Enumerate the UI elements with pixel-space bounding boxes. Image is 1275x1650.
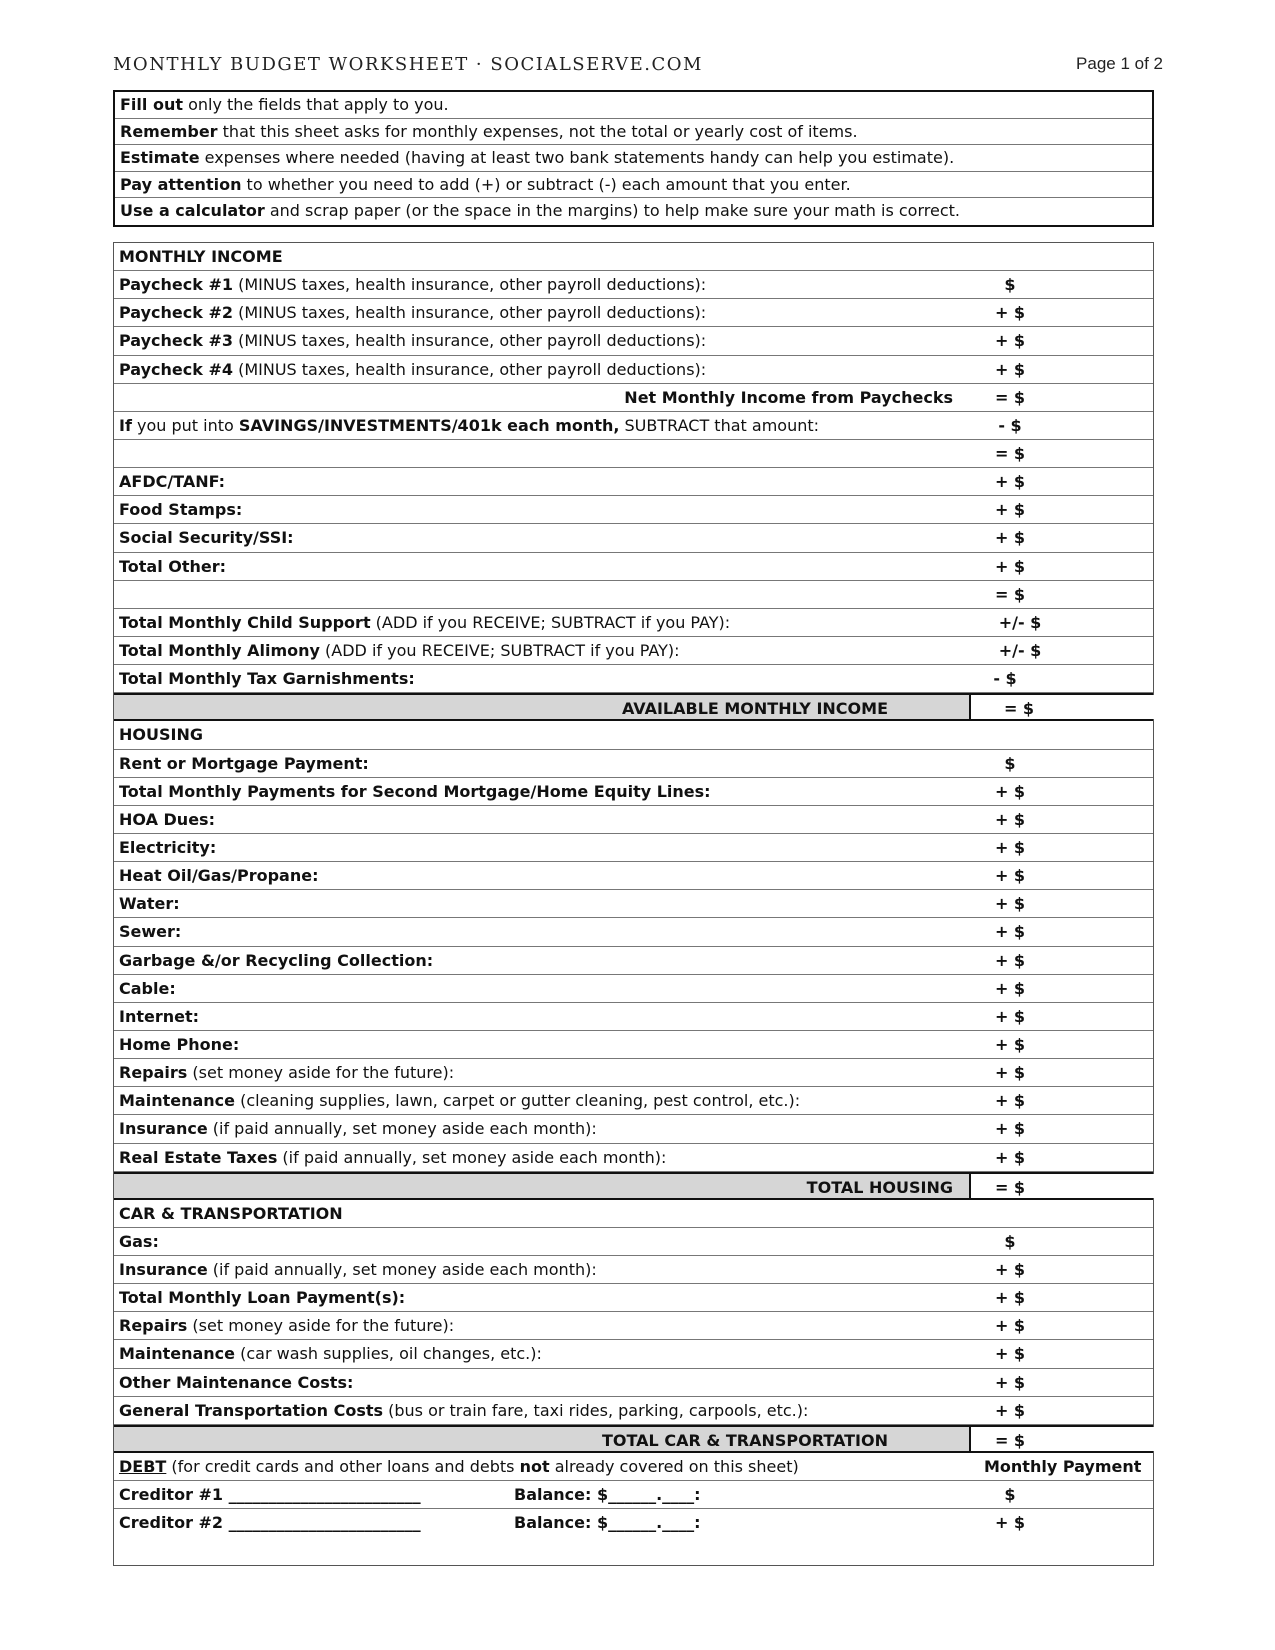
child-support-row[interactable] bbox=[114, 609, 1153, 637]
amount-sign-text: = $ bbox=[994, 1430, 1026, 1450]
general-transportation-row[interactable] bbox=[114, 1397, 1153, 1425]
creditor1-text: Creditor #1 ________________________ bbox=[119, 1485, 421, 1505]
amount-sign-text: + $ bbox=[994, 528, 1026, 548]
food-stamps-row[interactable] bbox=[114, 496, 1153, 524]
amount-sign-text: = $ bbox=[994, 443, 1026, 463]
other-text: Total Other: bbox=[119, 556, 227, 576]
maint-text-text: (car wash supplies, oil changes, etc.): bbox=[235, 1344, 542, 1364]
amount-sign-text: + $ bbox=[994, 1513, 1026, 1533]
amount-sign-text: + $ bbox=[994, 1400, 1026, 1420]
amount-sign-text: + $ bbox=[994, 781, 1026, 801]
savings-bold2-text: SAVINGS/INVESTMENTS/401k each month, bbox=[238, 415, 620, 435]
text-text: that this sheet asks for monthly expenses, not the total or yearly cost of items. bbox=[217, 121, 858, 141]
car-insurance-row[interactable] bbox=[114, 1256, 1153, 1284]
total-car-row[interactable] bbox=[114, 1425, 1153, 1453]
debt-section-heading bbox=[114, 1453, 1153, 1481]
second-text: Total Monthly Payments for Second Mortgage/Home Equity Lines: bbox=[119, 781, 711, 801]
amount-sign-text: $ bbox=[1004, 1485, 1016, 1505]
cable-text: Cable: bbox=[119, 978, 176, 998]
page-header bbox=[113, 54, 1163, 84]
amount-sign-text: + $ bbox=[994, 303, 1026, 323]
amount-sign-text: + $ bbox=[994, 837, 1026, 857]
amount-sign-text: + $ bbox=[994, 500, 1026, 520]
paycheck2-bold-text: Paycheck #2 bbox=[119, 303, 233, 323]
amount-sign-text: +/- $ bbox=[998, 612, 1042, 632]
electricity-row[interactable] bbox=[114, 834, 1153, 862]
electricity-text: Electricity: bbox=[119, 837, 217, 857]
garbage-text: Garbage &/or Recycling Collection: bbox=[119, 950, 434, 970]
sewer-text: Sewer: bbox=[119, 922, 182, 942]
ins-bold-text: Insurance bbox=[119, 1119, 208, 1139]
amount-sign-text: + $ bbox=[994, 809, 1026, 829]
amount-sign-text: + $ bbox=[994, 1091, 1026, 1111]
rent-row[interactable] bbox=[114, 750, 1153, 778]
car-loan-row[interactable] bbox=[114, 1284, 1153, 1312]
paycheck3-bold-text: Paycheck #3 bbox=[119, 331, 233, 351]
instruction-row bbox=[115, 172, 1152, 199]
income-subtotal-row[interactable] bbox=[114, 440, 1153, 468]
text-text: to whether you need to add (+) or subtract (-) each amount that you enter. bbox=[241, 174, 851, 194]
paycheck1-text-text: (MINUS taxes, health insurance, other payroll deductions): bbox=[233, 275, 707, 295]
creditor-2-row[interactable] bbox=[114, 1509, 1153, 1537]
second-mortgage-row[interactable] bbox=[114, 778, 1153, 806]
paycheck4-bold-text: Paycheck #4 bbox=[119, 359, 233, 379]
text-text: only the fields that apply to you. bbox=[182, 95, 449, 114]
amount-sign-text: + $ bbox=[994, 1288, 1026, 1308]
alimony-bold-text: Total Monthly Alimony bbox=[119, 640, 320, 660]
tax-text-text: (if paid annually, set money aside each month): bbox=[277, 1147, 667, 1167]
maint-text-text: (cleaning supplies, lawn, carpet or gutter cleaning, pest control, etc.): bbox=[235, 1091, 801, 1111]
heat-row[interactable] bbox=[114, 862, 1153, 890]
housing-insurance-row[interactable] bbox=[114, 1115, 1153, 1143]
paycheck-2-row[interactable] bbox=[114, 299, 1153, 327]
amount-sign-text: + $ bbox=[994, 1260, 1026, 1280]
car-section-heading bbox=[114, 1200, 1153, 1228]
paycheck-1-row[interactable] bbox=[114, 271, 1153, 299]
water-text: Water: bbox=[119, 894, 180, 914]
savings-bold1-text: If bbox=[119, 415, 132, 435]
general-text-text: (bus or train fare, taxi rides, parking, carpools, etc.): bbox=[383, 1400, 809, 1420]
creditor2-balance-text: Balance: $______.____: bbox=[514, 1513, 701, 1533]
creditor1-balance-text: Balance: $______.____: bbox=[514, 1485, 701, 1505]
paycheck2-text-text: (MINUS taxes, health insurance, other payroll deductions): bbox=[233, 303, 707, 323]
heading-text1-text: (for credit cards and other loans and debts bbox=[166, 1457, 520, 1477]
amount-sign-text: + $ bbox=[994, 359, 1026, 379]
internet-text: Internet: bbox=[119, 1006, 200, 1026]
net-income-row[interactable] bbox=[114, 384, 1153, 412]
child-bold-text: Total Monthly Child Support bbox=[119, 612, 371, 632]
instruction-row bbox=[115, 119, 1152, 146]
heading-text: DEBT bbox=[119, 1457, 167, 1477]
worksheet-title: MONTHLY BUDGET WORKSHEET · SOCIALSERVE.COM bbox=[113, 54, 703, 75]
bold-text: Fill out bbox=[120, 95, 183, 114]
repairs-bold-text: Repairs bbox=[119, 1316, 188, 1336]
text-text: and scrap paper (or the space in the margins) to help make sure your math is correct. bbox=[264, 201, 960, 221]
social-security-row[interactable] bbox=[114, 524, 1153, 552]
paycheck4-text-text: (MINUS taxes, health insurance, other payroll deductions): bbox=[233, 359, 707, 379]
amount-sign-text: + $ bbox=[994, 950, 1026, 970]
amount-sign-text: = $ bbox=[1003, 699, 1035, 719]
amount-sign-text: + $ bbox=[994, 472, 1026, 492]
amount-sign-text: $ bbox=[1004, 753, 1016, 773]
creditor-1-row[interactable] bbox=[114, 1481, 1153, 1509]
heat-text: Heat Oil/Gas/Propane: bbox=[119, 866, 319, 886]
savings-text1-text: you put into bbox=[131, 415, 239, 435]
instruction-row bbox=[115, 92, 1152, 119]
total-other-row[interactable] bbox=[114, 553, 1153, 581]
car-maintenance-row[interactable] bbox=[114, 1340, 1153, 1368]
garnish-text: Total Monthly Tax Garnishments: bbox=[119, 669, 415, 689]
income-section-heading bbox=[114, 243, 1153, 271]
internet-row[interactable] bbox=[114, 1003, 1153, 1031]
tax-bold-text: Real Estate Taxes bbox=[119, 1147, 278, 1167]
amount-sign-text: + $ bbox=[994, 1063, 1026, 1083]
bold-text: Pay attention bbox=[120, 174, 242, 194]
amount-sign-text: + $ bbox=[994, 922, 1026, 942]
housing-section-heading bbox=[114, 721, 1153, 749]
amount-sign-text: + $ bbox=[994, 331, 1026, 351]
heading-text: HOUSING bbox=[119, 725, 203, 745]
amount-sign-text: + $ bbox=[994, 1316, 1026, 1336]
bold-text: Remember bbox=[120, 121, 218, 141]
ins-bold-text: Insurance bbox=[119, 1260, 208, 1280]
housing-repairs-row[interactable] bbox=[114, 1059, 1153, 1087]
repairs-bold-text: Repairs bbox=[119, 1063, 188, 1083]
sewer-row[interactable] bbox=[114, 918, 1153, 946]
page-number: Page 1 of 2 bbox=[1076, 54, 1163, 73]
water-row[interactable] bbox=[114, 890, 1153, 918]
amount-sign-text: + $ bbox=[994, 1344, 1026, 1364]
afdc-row[interactable] bbox=[114, 468, 1153, 496]
total-label-text: TOTAL CAR & TRANSPORTATION bbox=[601, 1430, 888, 1450]
amount-sign-text: + $ bbox=[994, 894, 1026, 914]
hoa-text: HOA Dues: bbox=[119, 809, 215, 829]
amount-sign-text: + $ bbox=[994, 1006, 1026, 1026]
amount-sign-text: + $ bbox=[994, 978, 1026, 998]
food-text: Food Stamps: bbox=[119, 500, 243, 520]
repairs-text-text: (set money aside for the future): bbox=[187, 1316, 455, 1336]
heading-text: MONTHLY INCOME bbox=[119, 247, 283, 266]
income-subtotal-row[interactable] bbox=[114, 581, 1153, 609]
amount-sign-text: + $ bbox=[994, 1147, 1026, 1167]
loan-text: Total Monthly Loan Payment(s): bbox=[119, 1288, 406, 1308]
car-repairs-row[interactable] bbox=[114, 1312, 1153, 1340]
tax-garnishments-row[interactable] bbox=[114, 665, 1153, 693]
total-housing-row[interactable] bbox=[114, 1172, 1153, 1200]
amount-sign-text: $ bbox=[1004, 275, 1016, 295]
amount-sign-text: + $ bbox=[994, 1034, 1026, 1054]
heading-text2-text: already covered on this sheet) bbox=[549, 1457, 799, 1477]
amount-sign-text: = $ bbox=[994, 584, 1026, 604]
phone-text: Home Phone: bbox=[119, 1034, 240, 1054]
paycheck-3-row[interactable] bbox=[114, 327, 1153, 355]
available-label-text: AVAILABLE MONTHLY INCOME bbox=[621, 699, 888, 719]
heading-text: CAR & TRANSPORTATION bbox=[119, 1203, 343, 1223]
maint-bold-text: Maintenance bbox=[119, 1091, 236, 1111]
garbage-row[interactable] bbox=[114, 947, 1153, 975]
home-phone-row[interactable] bbox=[114, 1031, 1153, 1059]
text-text: expenses where needed (having at least two bank statements handy can help you estimate). bbox=[199, 148, 955, 168]
amount-sign-text: + $ bbox=[994, 1372, 1026, 1392]
rent-text: Rent or Mortgage Payment: bbox=[119, 753, 369, 773]
general-bold-text: General Transportation Costs bbox=[119, 1400, 384, 1420]
heading-bold-text: not bbox=[519, 1457, 550, 1477]
amount-sign-text: - $ bbox=[993, 669, 1017, 689]
afdc-text: AFDC/TANF: bbox=[119, 472, 226, 492]
real-estate-taxes-row[interactable] bbox=[114, 1144, 1153, 1172]
repairs-text-text: (set money aside for the future): bbox=[187, 1063, 455, 1083]
gas-row[interactable] bbox=[114, 1228, 1153, 1256]
amount-sign-text: $ bbox=[1004, 1231, 1016, 1251]
net-label-text: Net Monthly Income from Paychecks bbox=[624, 387, 953, 407]
amount-sign-text: - $ bbox=[998, 415, 1022, 435]
available-income-row[interactable] bbox=[114, 693, 1153, 721]
cable-row[interactable] bbox=[114, 975, 1153, 1003]
bold-text: Use a calculator bbox=[120, 201, 265, 221]
bold-text: Estimate bbox=[120, 148, 200, 168]
alimony-text-text: (ADD if you RECEIVE; SUBTRACT if you PAY): bbox=[319, 640, 680, 660]
instruction-row bbox=[115, 198, 1152, 225]
instruction-row bbox=[115, 145, 1152, 172]
savings-text2-text: SUBTRACT that amount: bbox=[619, 415, 820, 435]
housing-maintenance-row[interactable] bbox=[114, 1087, 1153, 1115]
paycheck-4-row[interactable] bbox=[114, 356, 1153, 384]
alimony-row[interactable] bbox=[114, 637, 1153, 665]
other-text: Other Maintenance Costs: bbox=[119, 1372, 354, 1392]
creditor2-text: Creditor #2 ________________________ bbox=[119, 1513, 421, 1533]
ins-text-text: (if paid annually, set money aside each month): bbox=[207, 1119, 597, 1139]
paycheck1-bold-text: Paycheck #1 bbox=[119, 275, 233, 295]
paycheck3-text-text: (MINUS taxes, health insurance, other payroll deductions): bbox=[233, 331, 707, 351]
monthly-payment-header: Monthly Payment bbox=[984, 1457, 1142, 1477]
amount-sign-text: = $ bbox=[994, 1177, 1026, 1197]
budget-worksheet bbox=[113, 242, 1154, 1566]
maint-bold-text: Maintenance bbox=[119, 1344, 236, 1364]
amount-sign-text: +/- $ bbox=[998, 640, 1042, 660]
amount-sign-text: + $ bbox=[994, 1119, 1026, 1139]
gas-text: Gas: bbox=[119, 1231, 159, 1251]
ins-text-text: (if paid annually, set money aside each month): bbox=[207, 1260, 597, 1280]
amount-sign-text: + $ bbox=[994, 556, 1026, 576]
amount-sign-text: + $ bbox=[994, 866, 1026, 886]
instructions-box bbox=[113, 90, 1154, 227]
child-text-text: (ADD if you RECEIVE; SUBTRACT if you PAY): bbox=[370, 612, 731, 632]
ssi-text: Social Security/SSI: bbox=[119, 528, 294, 548]
amount-sign-text: = $ bbox=[994, 387, 1026, 407]
total-label-text: TOTAL HOUSING bbox=[806, 1177, 953, 1197]
hoa-row[interactable] bbox=[114, 806, 1153, 834]
savings-row[interactable] bbox=[114, 412, 1153, 440]
other-maintenance-row[interactable] bbox=[114, 1369, 1153, 1397]
